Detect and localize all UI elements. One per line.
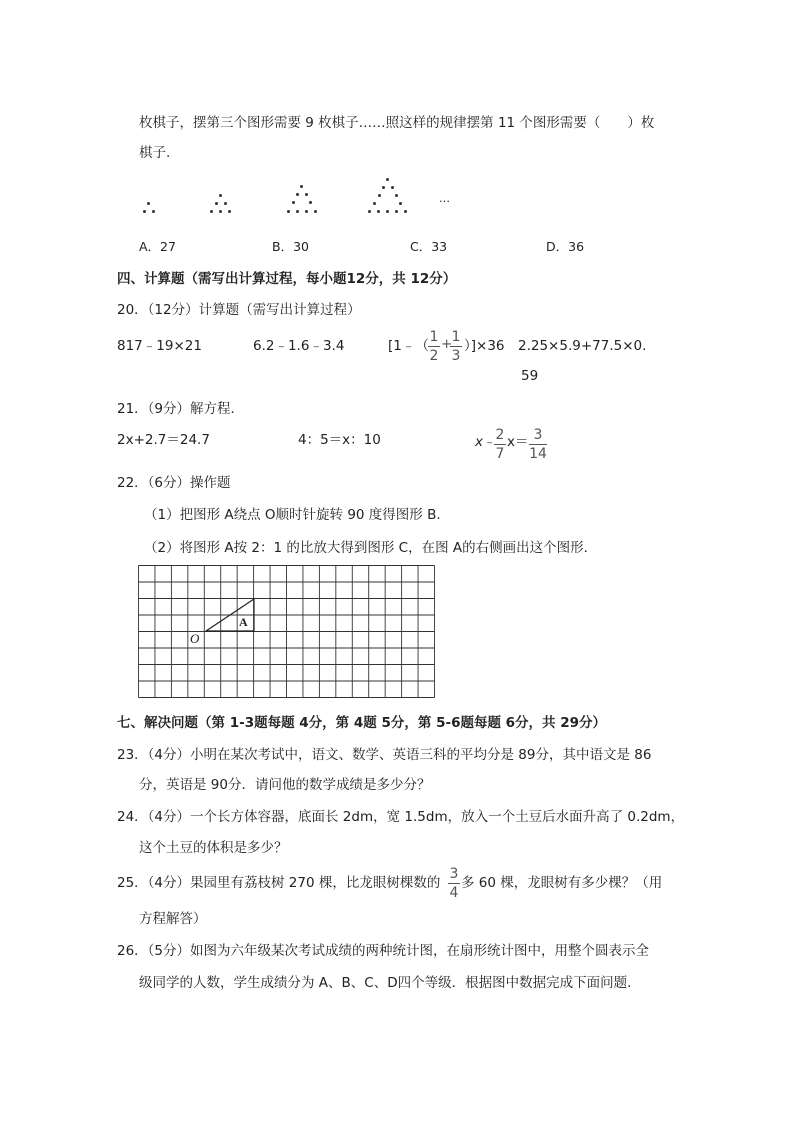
q22-item1: （1）把图形 A绕点 O顺时针旋转 90 度得图形 B. [144, 507, 441, 523]
dot [147, 202, 150, 205]
q25-line2: 方程解答） [139, 911, 207, 927]
fraction-numerator: 1 [429, 329, 439, 345]
dot [287, 210, 290, 213]
q20-expr3-close: ）]×36 [464, 338, 505, 354]
q21-eq1: 2x+2.7＝24.7 [117, 432, 210, 448]
fraction-bar [494, 444, 506, 445]
q21-eq2: 4：5＝x：10 [298, 432, 381, 448]
q22-title: 22．（6分）操作题 [117, 475, 231, 491]
q25-line1-a: 25．（4分）果园里有荔枝树 270 棵，比龙眼树棵数的 [117, 875, 441, 891]
fraction-bar [428, 346, 440, 347]
fraction-bar [450, 346, 462, 347]
fraction-three-quarters [448, 866, 460, 901]
q21-eq3-x-equals: x＝ [507, 434, 529, 450]
dot [309, 201, 312, 204]
q24-line2: 这个土豆的体积是多少？ [139, 840, 288, 856]
q20-expr4-continued: 59 [521, 368, 539, 384]
q21-eq3-minus: ﹣ [483, 434, 497, 450]
fraction-denominator: 4 [449, 885, 459, 901]
dot [300, 185, 303, 188]
dot [395, 210, 398, 213]
dot [210, 210, 213, 213]
fraction-denominator: 3 [451, 348, 461, 364]
grid-figure [138, 565, 435, 698]
q23-line2: 分，英语是 90分．请问他的数学成绩是多少分？ [139, 777, 431, 793]
fraction-two-sevenths [494, 427, 506, 462]
dot [292, 201, 295, 204]
fraction-denominator: 2 [429, 348, 439, 364]
dot [305, 210, 308, 213]
q24-line1: 24．（4分）一个长方体容器，底面长 2dm，宽 1.5dm，放入一个土豆后水面升高了 0.2dm， [117, 809, 685, 825]
q25-line1-b: 多 60 棵，龙眼树有多少棵？（用 [461, 875, 663, 891]
q23-line1: 23．（4分）小明在某次考试中，语文、数学、英语三科的平均分是 89分，其中语文是 86 [117, 747, 652, 763]
dot [305, 193, 308, 196]
dot [143, 210, 146, 213]
q19-option-c: C．33 [410, 239, 448, 254]
q20-expr4: 2.25×5.9+77.5×0. [518, 338, 647, 354]
fraction-bar [448, 883, 460, 884]
q21-eq3-x: x [475, 434, 483, 450]
q19-option-b: B．30 [272, 239, 309, 254]
fraction-bar [529, 444, 547, 445]
q19-line1: 枚棋子，摆第三个图形需要 9 枚棋子……照这样的规律摆第 11 个图形需要（ ）枚 [139, 115, 655, 131]
fraction-denominator: 7 [495, 446, 505, 462]
dot [382, 186, 385, 189]
q26-line1: 26．（5分）如图为六年级某次考试成绩的两种统计图，在扇形统计图中，用整个圆表示全 [117, 943, 650, 959]
q19-option-a: A．27 [139, 239, 176, 254]
dot-pattern-figures [135, 178, 455, 218]
q22-item2: （2）将图形 A按 2：1 的比放大得到图形 C，在图 A的右侧画出这个图形． [144, 540, 598, 556]
dot [219, 194, 222, 197]
fraction-one-third [450, 329, 462, 364]
dot [395, 194, 398, 197]
dot [373, 202, 376, 205]
dot [152, 210, 155, 213]
grid-point-o-label: O [190, 631, 200, 646]
triangle-label-a: A [239, 615, 248, 629]
q20-title: 20．（12分）计算题（需写出计算过程） [117, 302, 361, 318]
dot [399, 202, 402, 205]
dot [404, 210, 407, 213]
dot [296, 193, 299, 196]
dot [296, 210, 299, 213]
dot [386, 210, 389, 213]
section4-heading: 四、计算题（需写出计算过程，每小题12分，共 12分） [117, 271, 457, 287]
fraction-numerator: 2 [495, 427, 505, 443]
pattern-ellipsis: … [439, 192, 450, 205]
section7-heading: 七、解决问题（第 1-3题每题 4分，第 4题 5分，第 5-6题每题 6分，共 29分） [117, 715, 607, 731]
q26-line2: 级同学的人数，学生成绩分为 A、B、C、D四个等级．根据图中数据完成下面问题． [139, 975, 641, 991]
dot [314, 210, 317, 213]
dot [224, 202, 227, 205]
q20-expr1: 817﹣19×21 [117, 338, 202, 354]
fraction-one-half [428, 329, 440, 364]
q19-option-d: D．36 [546, 239, 585, 254]
dot [391, 186, 394, 189]
q20-expr2: 6.2﹣1.6﹣3.4 [253, 338, 345, 354]
fraction-denominator: 14 [529, 446, 547, 462]
dot [386, 178, 389, 181]
dot [377, 210, 380, 213]
dot [378, 194, 381, 197]
dot [219, 210, 222, 213]
dot [228, 210, 231, 213]
fraction-numerator: 3 [449, 866, 459, 882]
fraction-three-fourteenths [529, 427, 547, 462]
dot [368, 210, 371, 213]
dot [215, 202, 218, 205]
fraction-numerator: 3 [533, 427, 543, 443]
q21-title: 21．（9分）解方程． [117, 401, 245, 417]
q20-expr3-open: [1﹣（ [388, 338, 429, 354]
plus-sign: + [441, 336, 453, 352]
fraction-numerator: 1 [451, 329, 461, 345]
q19-line2: 棋子. [139, 145, 171, 161]
